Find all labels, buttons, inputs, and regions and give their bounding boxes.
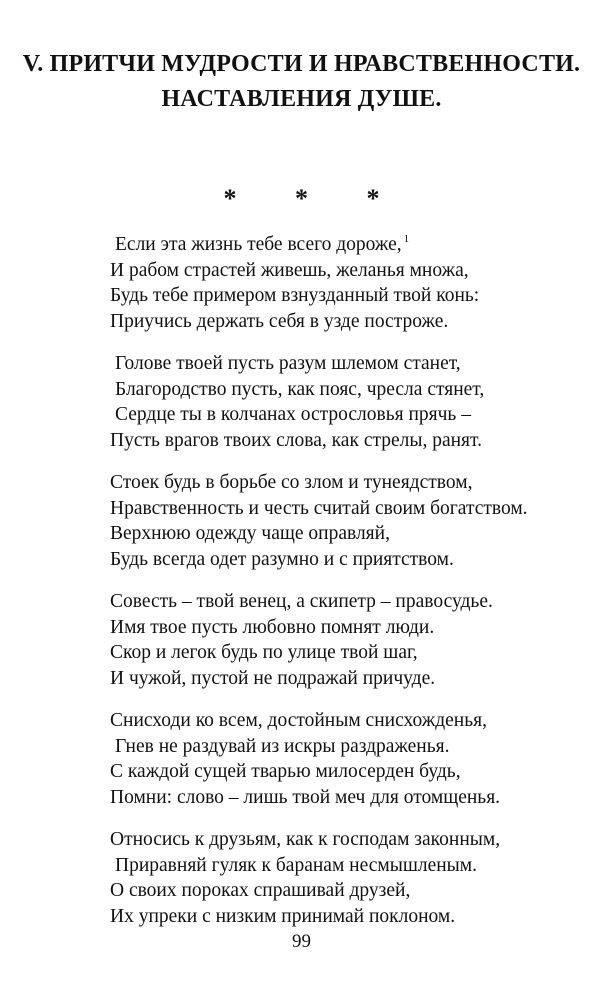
- poem-line: Гнев не раздувай из искры раздраженья.: [115, 735, 450, 757]
- poem-line: Приравняй гуляк к баранам несмышленым.: [115, 854, 477, 876]
- stanza-6: [110, 827, 580, 929]
- stanza-4: [110, 589, 580, 691]
- asterism-separator: * * *: [223, 184, 406, 213]
- poem-line: Голове твоей пусть разум шлемом станет,: [115, 353, 461, 374]
- poem-line: Их упреки с низким принимай поклоном.: [110, 905, 456, 927]
- poem-line: Пусть врагов твоих слова, как стрелы, ранят.: [110, 429, 482, 451]
- poem-line: И чужой, пустой не подражай причуде.: [110, 667, 436, 689]
- section-heading-line-2: НАСТАВЛЕНИЯ ДУШЕ.: [161, 86, 442, 112]
- stanza-2: [110, 351, 580, 453]
- poem-line: Относись к друзьям, как к господам законным,: [110, 829, 501, 850]
- stanza-1: [110, 232, 580, 334]
- poem-line: Имя твое пусть любовно помнят люди.: [110, 616, 435, 638]
- poem-line: Сердце ты в колчанах острословья прячь –: [115, 404, 471, 425]
- poem-line: Верхнюю одежду чаще оправляй,: [110, 523, 390, 544]
- poem-line: Снисходи ко всем, достойным снисхожденья,: [110, 710, 487, 731]
- stanza-5: [110, 708, 580, 810]
- section-heading-line-1: V. ПРИТЧИ МУДРОСТИ И НРАВСТВЕННОСТИ.: [22, 51, 581, 77]
- poem-line: Скор и легок будь по улице твой шаг,: [110, 642, 418, 663]
- footnote-marker: 1: [403, 233, 410, 245]
- poem-line: Благородство пусть, как пояс, чресла стянет,: [115, 378, 485, 400]
- poem-line: Будь всегда одет разумно и с приятством.: [110, 548, 454, 570]
- poem-line: [110, 232, 580, 258]
- poem-line: Совесть – твой венец, а скипетр – правосудье.: [110, 591, 493, 612]
- poem: [110, 232, 580, 946]
- poem-line: Нравственность и честь считай своим богатством.: [110, 497, 528, 519]
- poem-line: С каждой сущей тварью милосерден будь,: [110, 761, 461, 782]
- stanza-3: [110, 470, 580, 572]
- poem-line: О своих пороках спрашивай друзей,: [110, 880, 411, 901]
- poem-line: Стоек будь в борьбе со злом и тунеядством,: [110, 472, 473, 493]
- poem-line: Приучись держать себя в узде построже.: [110, 310, 449, 332]
- poem-line-text: Если эта жизнь тебе всего дороже,: [115, 234, 402, 255]
- poem-line: Помни: слово – лишь твой меч для отомщенья.: [110, 786, 501, 808]
- poem-line: Будь тебе примером взнузданный твой конь:: [110, 285, 480, 306]
- poem-line: И рабом страстей живешь, желанья множа,: [110, 259, 469, 281]
- page-number: 99: [292, 931, 311, 952]
